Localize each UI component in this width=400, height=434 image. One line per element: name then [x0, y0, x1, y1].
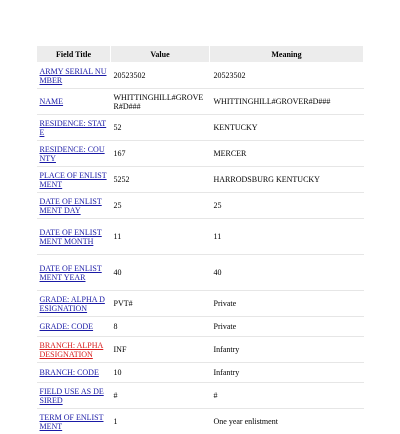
value-cell: 10 — [111, 363, 210, 383]
value-cell: INF — [111, 337, 210, 363]
value-cell: 25 — [111, 193, 210, 219]
table-row — [37, 337, 364, 363]
value-cell: 52 — [111, 115, 210, 141]
field-title-cell — [37, 255, 111, 291]
field-title-cell — [37, 141, 111, 167]
meaning-cell: Private — [210, 317, 364, 337]
table-row — [37, 383, 364, 409]
table-row — [37, 63, 364, 89]
field-title-cell — [37, 383, 111, 409]
value-cell: 5252 — [111, 167, 210, 193]
table-row — [37, 115, 364, 141]
field-title-cell — [37, 337, 111, 363]
header-field-title: Field Title — [37, 46, 111, 63]
value-cell: 20523502 — [111, 63, 210, 89]
meaning-cell: 25 — [210, 193, 364, 219]
field-title-cell — [37, 115, 111, 141]
field-title-link[interactable]: GRADE: ALPHA DESIGNATION — [40, 295, 105, 313]
field-title-link[interactable]: BRANCH: CODE — [40, 368, 99, 377]
field-title-cell — [37, 63, 111, 89]
field-title-link[interactable]: FIELD USE AS DESIRED — [40, 387, 104, 405]
field-title-link[interactable]: RESIDENCE: COUNTY — [40, 145, 105, 163]
value-cell: 1 — [111, 409, 210, 434]
field-title-link[interactable]: DATE OF ENLISTMENT YEAR — [40, 264, 102, 282]
meaning-cell: One year enlistment — [210, 409, 364, 434]
meaning-cell: Private — [210, 291, 364, 317]
table-row — [37, 89, 364, 115]
table-row — [37, 363, 364, 383]
field-title-link[interactable]: NAME — [40, 97, 64, 106]
field-title-link[interactable]: GRADE: CODE — [40, 322, 94, 331]
table-row — [37, 219, 364, 255]
table-header-row — [37, 46, 364, 63]
field-title-link[interactable]: ARMY SERIAL NUMBER — [40, 67, 107, 85]
meaning-cell: MERCER — [210, 141, 364, 167]
meaning-cell: Infantry — [210, 337, 364, 363]
meaning-cell: 40 — [210, 255, 364, 291]
meaning-cell: KENTUCKY — [210, 115, 364, 141]
field-title-link[interactable]: DATE OF ENLISTMENT DAY — [40, 197, 102, 215]
enlistment-record-table-container — [36, 45, 363, 434]
field-title-cell — [37, 317, 111, 337]
table-row — [37, 409, 364, 434]
field-title-cell — [37, 363, 111, 383]
value-cell: PVT# — [111, 291, 210, 317]
value-cell: 11 — [111, 219, 210, 255]
field-title-link[interactable]: DATE OF ENLISTMENT MONTH — [40, 228, 102, 246]
value-cell: 40 — [111, 255, 210, 291]
table-row — [37, 141, 364, 167]
field-title-link[interactable]: TERM OF ENLISTMENT — [40, 413, 104, 431]
enlistment-record-table — [36, 45, 364, 434]
header-value: Value — [111, 46, 210, 63]
table-row — [37, 291, 364, 317]
field-title-link[interactable]: RESIDENCE: STATE — [40, 119, 107, 137]
field-title-cell — [37, 291, 111, 317]
header-meaning: Meaning — [210, 46, 364, 63]
table-row — [37, 193, 364, 219]
meaning-cell: HARRODSBURG KENTUCKY — [210, 167, 364, 193]
table-row — [37, 317, 364, 337]
meaning-cell: 20523502 — [210, 63, 364, 89]
field-title-cell — [37, 167, 111, 193]
value-cell: WHITTINGHILL#GROVER#D### — [111, 89, 210, 115]
meaning-cell: Infantry — [210, 363, 364, 383]
value-cell: 8 — [111, 317, 210, 337]
field-title-link[interactable]: BRANCH: ALPHA DESIGNATION — [40, 341, 104, 359]
field-title-cell — [37, 89, 111, 115]
field-title-cell — [37, 409, 111, 434]
table-row — [37, 255, 364, 291]
meaning-cell: 11 — [210, 219, 364, 255]
table-row — [37, 167, 364, 193]
value-cell: 167 — [111, 141, 210, 167]
meaning-cell: # — [210, 383, 364, 409]
meaning-cell: WHITTINGHILL#GROVER#D### — [210, 89, 364, 115]
field-title-link[interactable]: PLACE OF ENLISTMENT — [40, 171, 107, 189]
field-title-cell — [37, 219, 111, 255]
field-title-cell — [37, 193, 111, 219]
value-cell: # — [111, 383, 210, 409]
